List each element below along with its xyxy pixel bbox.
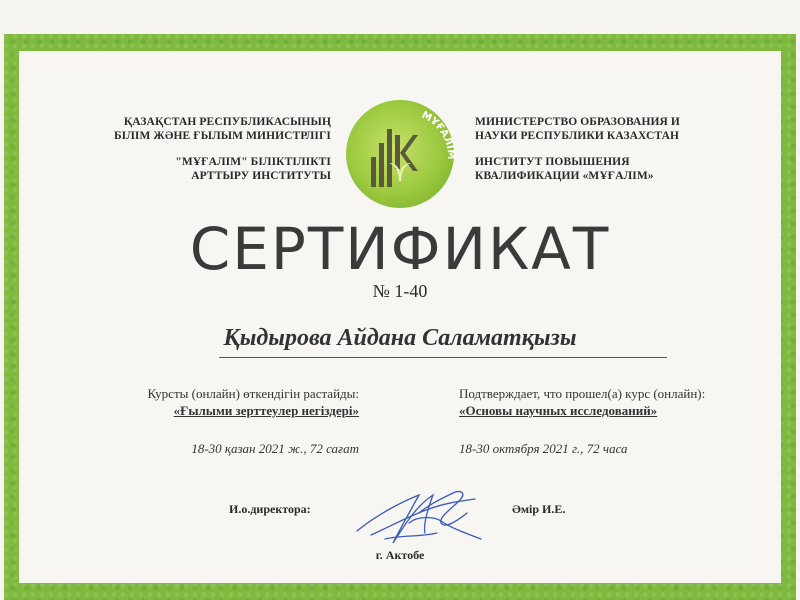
header-left-line4: АРТТЫРУ ИНСТИТУТЫ <box>191 170 331 182</box>
header-right-line4: КВАЛИФИКАЦИИ «МҰҒАЛІМ» <box>475 170 654 182</box>
course-dates-kz: 18-30 қазан 2021 ж., 72 сағат <box>191 441 359 456</box>
header-right <box>475 115 725 183</box>
certificate-number: № 1-40 <box>372 281 428 301</box>
certificate-body <box>19 51 781 583</box>
signature-icon <box>349 473 489 558</box>
name-underline <box>219 357 667 358</box>
header-left <box>101 115 331 183</box>
course-kazakh <box>109 386 359 457</box>
course-title-kz: «Ғылыми зерттеулер негіздері» <box>173 403 359 418</box>
logo-text: МҰҒАЛІМ <box>419 109 457 160</box>
director-label: И.о.директора: <box>229 502 311 516</box>
header-right-line3: ИНСТИТУТ ПОВЫШЕНИЯ <box>475 156 630 168</box>
confirm-text-kz: Курсты (онлайн) өткендігін растайды: <box>147 386 359 401</box>
recipient-name: Қыдырова Айдана Саламатқызы <box>223 325 577 351</box>
header-left-line2: БІЛІМ ЖӘНЕ ҒЫЛЫМ МИНИСТРЛІГІ <box>113 130 331 142</box>
header-left-line3: "МҰҒАЛІМ" БІЛІКТІЛІКТІ <box>175 156 331 168</box>
city-label: г. Актобе <box>375 548 425 562</box>
course-dates-ru: 18-30 октября 2021 г., 72 часа <box>459 441 628 456</box>
header-right-line1: МИНИСТЕРСТВО ОБРАЗОВАНИЯ И <box>475 116 680 128</box>
signer-name: Әмір И.Е. <box>512 502 566 516</box>
mugalim-logo-icon <box>341 95 459 213</box>
green-border <box>4 34 796 600</box>
course-title-ru: «Основы научных исследований» <box>459 403 658 418</box>
course-russian <box>459 386 749 457</box>
header-left-line1: ҚАЗАҚСТАН РЕСПУБЛИКАСЫНЫҢ <box>123 116 331 128</box>
header-right-line2: НАУКИ РЕСПУБЛИКИ КАЗАХСТАН <box>475 130 680 142</box>
confirm-text-ru: Подтверждает, что прошел(а) курс (онлайн): <box>459 386 706 401</box>
certificate-title: СЕРТИФИКАТ <box>189 215 611 283</box>
